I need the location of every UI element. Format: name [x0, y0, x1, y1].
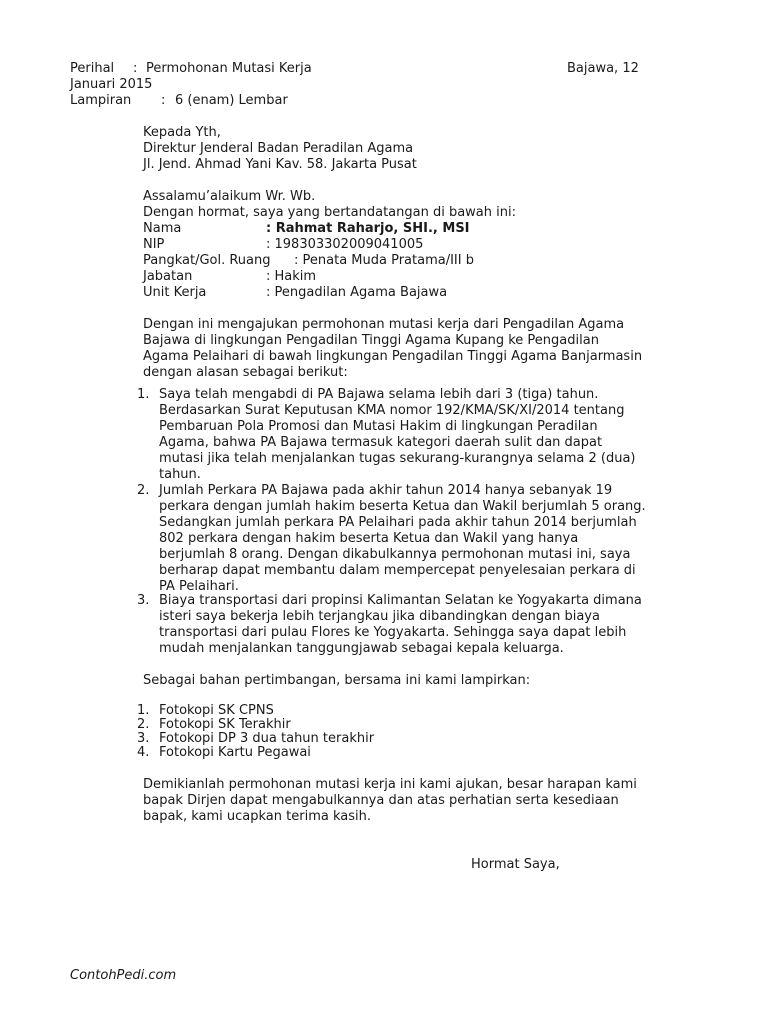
- attachment-item: Fotokopi SK Terakhir: [159, 717, 291, 732]
- identity-value: : Penata Muda Pratama/III b: [294, 253, 474, 268]
- intro-line: Dengan hormat, saya yang bertandatangan di bawah ini:: [143, 205, 516, 220]
- list-item-line: Berdasarkan Surat Keputusan KMA nomor 192/KMA/SK/XI/2014 tentang: [159, 403, 625, 418]
- list-item-line: Jumlah Perkara PA Bajawa pada akhir tahun 2014 hanya sebanyak 19: [159, 483, 613, 498]
- list-item-line: perkara dengan jumlah hakim beserta Ketua dan Wakil berjumlah 5 orang.: [159, 499, 646, 514]
- lampiran-label: Lampiran: [70, 93, 132, 108]
- closing-line: bapak, kami ucapkan terima kasih.: [143, 809, 371, 824]
- identity-label: Pangkat/Gol. Ruang: [143, 253, 271, 268]
- recipient-line: Jl. Jend. Ahmad Yani Kav. 58. Jakarta Pusat: [143, 157, 417, 172]
- list-item-line: Agama, bahwa PA Bajawa termasuk kategori daerah sulit dan dapat: [159, 435, 603, 450]
- identity-label: Jabatan: [143, 269, 193, 284]
- list-number: 3.: [137, 593, 150, 608]
- recipient-line: Kepada Yth,: [143, 125, 221, 140]
- identity-label: Nama: [143, 221, 182, 236]
- list-number: 4.: [137, 745, 150, 760]
- list-number: 1.: [137, 703, 150, 718]
- list-item-line: Saya telah mengabdi di PA Bajawa selama lebih dari 3 (tiga) tahun.: [159, 387, 599, 402]
- identity-value-name: : Rahmat Raharjo, SHI., MSI: [266, 221, 470, 236]
- perihal-label: Perihal: [70, 61, 115, 76]
- letter-date: Bajawa, 12: [567, 61, 639, 76]
- list-item-line: isteri saya bekerja lebih terjangkau jika dibandingkan dengan biaya: [159, 609, 600, 624]
- list-number: 3.: [137, 731, 150, 746]
- perihal-colon: :: [133, 61, 138, 76]
- list-item-line: PA Pelaihari.: [159, 579, 239, 594]
- attachments-intro: Sebagai bahan pertimbangan, bersama ini kami lampirkan:: [143, 673, 531, 688]
- letter-date-continued: Januari 2015: [70, 77, 153, 92]
- paragraph-line: Agama Pelaihari di bawah lingkungan Pengadilan Tinggi Agama Banjarmasin: [143, 349, 643, 364]
- lampiran-colon: :: [161, 93, 166, 108]
- identity-value: : 198303302009041005: [266, 237, 424, 252]
- list-item-line: 802 perkara dengan hakim beserta Ketua dan Wakil yang hanya: [159, 531, 579, 546]
- lampiran-value: 6 (enam) Lembar: [175, 93, 288, 108]
- list-item-line: tahun.: [159, 467, 201, 482]
- identity-value: : Pengadilan Agama Bajawa: [266, 285, 448, 300]
- list-number: 2.: [137, 717, 150, 732]
- list-item-line: berharap dapat membantu dalam mempercepat penyelesaian perkara di: [159, 563, 636, 578]
- list-item-line: berjumlah 8 orang. Dengan dikabulkannya permohonan mutasi ini, saya: [159, 547, 631, 562]
- recipient-line: Direktur Jenderal Badan Peradilan Agama: [143, 141, 414, 156]
- paragraph-line: dengan alasan sebagai berikut:: [143, 365, 348, 380]
- list-item-line: mudah menjalankan tanggungjawab sebagai kepala keluarga.: [159, 641, 564, 656]
- footer-watermark: ContohPedi.com: [70, 968, 177, 983]
- signoff: Hormat Saya,: [471, 857, 560, 872]
- list-item-line: mutasi jika telah menjalankan tugas sekurang-kurangnya selama 2 (dua): [159, 451, 636, 466]
- list-item-line: transportasi dari pulau Flores ke Yogyakarta. Sehingga saya dapat lebih: [159, 625, 627, 640]
- identity-value: : Hakim: [266, 269, 317, 284]
- attachment-item: Fotokopi DP 3 dua tahun terakhir: [159, 731, 375, 746]
- perihal-value: Permohonan Mutasi Kerja: [146, 61, 312, 76]
- identity-label: NIP: [143, 237, 165, 252]
- closing-line: Demikianlah permohonan mutasi kerja ini kami ajukan, besar harapan kami: [143, 777, 637, 792]
- list-item-line: Biaya transportasi dari propinsi Kalimantan Selatan ke Yogyakarta dimana: [159, 593, 642, 608]
- attachment-item: Fotokopi Kartu Pegawai: [159, 745, 311, 760]
- salam: Assalamu’alaikum Wr. Wb.: [143, 189, 316, 204]
- list-number: 1.: [137, 387, 150, 402]
- identity-label: Unit Kerja: [143, 285, 207, 300]
- paragraph-line: Bajawa di lingkungan Pengadilan Tinggi Agama Kupang ke Pengadilan: [143, 333, 599, 348]
- paragraph-line: Dengan ini mengajukan permohonan mutasi kerja dari Pengadilan Agama: [143, 317, 625, 332]
- list-item-line: Sedangkan jumlah perkara PA Pelaihari pada akhir tahun 2014 berjumlah: [159, 515, 637, 530]
- attachment-item: Fotokopi SK CPNS: [159, 703, 274, 718]
- list-number: 2.: [137, 483, 150, 498]
- closing-line: bapak Dirjen dapat mengabulkannya dan atas perhatian serta kesediaan: [143, 793, 619, 808]
- list-item-line: Pembaruan Pola Promosi dan Mutasi Hakim di lingkungan Peradilan: [159, 419, 598, 434]
